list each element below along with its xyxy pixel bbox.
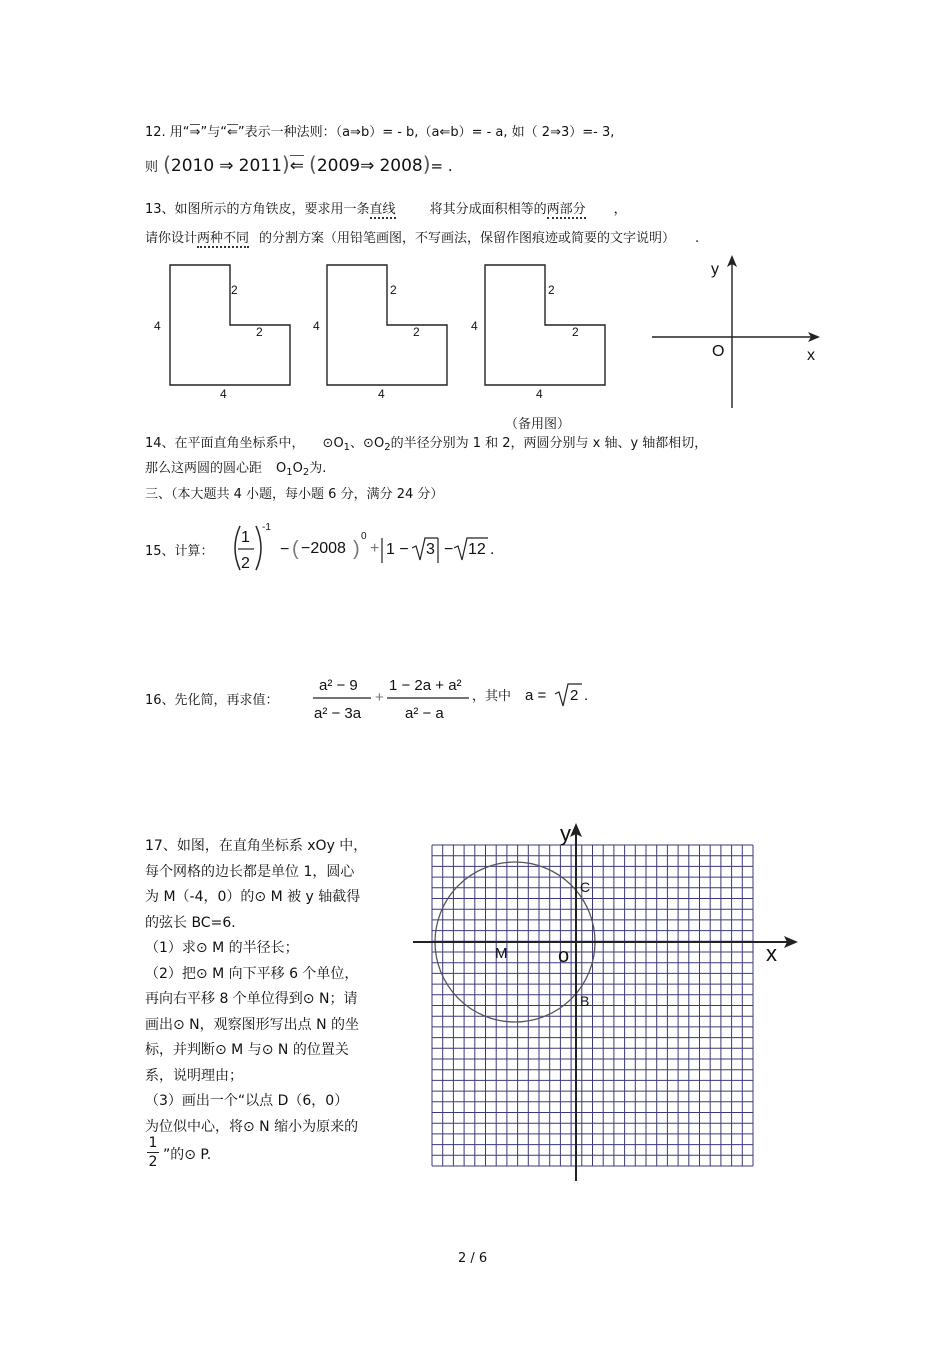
page-number: 2 / 6 xyxy=(458,1251,488,1266)
svg-text:a² − 9: a² − 9 xyxy=(319,677,358,694)
svg-text:，其中: ，其中 xyxy=(472,688,512,703)
section-3-heading: 三、（本大题共 4 小题，每小题 6 分，满分 24 分） xyxy=(145,487,444,502)
dim-left-2: 4 xyxy=(313,319,320,333)
svg-text:1 −: 1 − xyxy=(386,541,409,558)
q17-line: 17、如图，在直角坐标系 xOy 中， xyxy=(145,838,368,854)
q17-line: （3）画出一个“以点 D（6，0） xyxy=(145,1093,349,1109)
svg-text:3: 3 xyxy=(426,541,435,558)
q16-expression xyxy=(305,668,605,728)
q13-caption: （备用图） xyxy=(505,417,571,432)
svg-text:+: + xyxy=(375,689,384,706)
grid-m-label: M xyxy=(495,945,508,962)
l-shape-2 xyxy=(327,265,447,385)
q16-label: 16、先化简，再求值： xyxy=(145,693,279,708)
q12-line-1: 12. 用“⇒”与“⇐”表示一种法则：（a⇒b）= - b,（a⇐b）= - a, 如（ 2⇒3）=- 3, xyxy=(145,125,615,140)
svg-text:0: 0 xyxy=(361,531,367,542)
svg-text:a =: a = xyxy=(525,687,547,704)
q17-line: 系，说明理由； xyxy=(145,1067,243,1084)
q17-line: 标，并判断⊙ M 与⊙ N 的位置关 xyxy=(145,1042,349,1058)
dim-mid-3: 2 xyxy=(572,325,579,339)
q14-line-2: 那么这两圆的圆心距 $O_1O_2$为. xyxy=(145,461,327,478)
dim-left-3: 4 xyxy=(471,319,478,333)
q14-line-1: 14、在平面直角坐标系中， $⊙O_1$、$⊙O_2$的半径分别为 1 和 2，两圆分别与 x 轴、y 轴都相切， xyxy=(145,436,708,453)
grid-o-label: o xyxy=(558,945,570,967)
grid-c-label: C xyxy=(580,879,591,895)
q17-line: 的弦长 BC=6． xyxy=(145,914,246,931)
q15-label: 15、计算： xyxy=(145,544,214,559)
svg-text:(: ( xyxy=(292,538,299,560)
grid-b-label: B xyxy=(580,993,590,1009)
q17-line: 再向右平移 8 个单位得到⊙ N；请 xyxy=(145,991,358,1007)
axis-y-label: y xyxy=(711,261,719,278)
svg-text:.: . xyxy=(584,687,589,704)
svg-text:−: − xyxy=(280,541,290,558)
grid-y-label: y xyxy=(560,821,571,846)
q13-line-2: 请你设计两种不同 的分割方案（用铅笔画图，不写画法，保留作图痕迹或简要的文字说明） . xyxy=(145,231,700,246)
dim-top-3: 2 xyxy=(548,283,555,297)
svg-text:2: 2 xyxy=(241,555,250,572)
svg-text:a² − 3a: a² − 3a xyxy=(314,705,362,722)
dim-top-1: 2 xyxy=(231,283,238,297)
svg-text:−: − xyxy=(444,541,454,558)
svg-text:.: . xyxy=(490,541,495,558)
grid-x-label: x xyxy=(766,941,777,966)
svg-text:2: 2 xyxy=(570,687,579,704)
q17-line: 为位似中心，将⊙ N 缩小为原来的 xyxy=(145,1118,359,1135)
q12-line-2: 则 (2010 ⇒ 2011)⇐ (2009⇒ 2008)= . xyxy=(145,152,453,176)
svg-text:12: 12 xyxy=(468,541,486,558)
l-shape-1 xyxy=(170,265,290,385)
dim-bottom-2: 4 xyxy=(378,387,385,401)
svg-text:−2008: −2008 xyxy=(301,540,346,557)
axis-origin-label: O xyxy=(712,343,725,360)
svg-text:a² − a: a² − a xyxy=(405,705,444,722)
q17-fraction: 1 2 xyxy=(148,1135,158,1170)
q17-line: 画出⊙ N，观察图形写出点 N 的坐 xyxy=(145,1016,360,1033)
svg-text:1: 1 xyxy=(241,529,250,546)
svg-text:): ) xyxy=(353,538,360,560)
q17-grid-figure xyxy=(400,815,810,1195)
dim-bottom-3: 4 xyxy=(536,387,543,401)
svg-text:+: + xyxy=(370,540,380,557)
q17-text xyxy=(145,834,367,1140)
q15-expression xyxy=(220,518,510,578)
l-shape-3 xyxy=(485,265,605,385)
q17-last-tail: ”的⊙ P. xyxy=(163,1147,212,1163)
q13-figures xyxy=(0,0,950,440)
q13-line-1: 13、如图所示的方角铁皮，要求用一条直线 将其分成面积相等的两部分 ， xyxy=(145,202,627,217)
dim-left-1: 4 xyxy=(154,319,161,333)
svg-text:-1: -1 xyxy=(262,522,271,533)
q17-line: 每个网格的边长都是单位 1，圆心 xyxy=(145,863,355,880)
dim-bottom-1: 4 xyxy=(220,387,227,401)
q17-line: （1）求⊙ M 的半径长； xyxy=(145,940,299,956)
q17-line: （2）把⊙ M 向下平移 6 个单位， xyxy=(145,965,359,982)
dim-mid-1: 2 xyxy=(256,325,263,339)
dim-top-2: 2 xyxy=(390,283,397,297)
q17-line: 为 M（-4，0）的⊙ M 被 y 轴截得 xyxy=(145,889,361,905)
axis-x-label: x xyxy=(807,347,815,364)
dim-mid-2: 2 xyxy=(413,325,420,339)
svg-text:1 − 2a + a²: 1 − 2a + a² xyxy=(389,677,462,694)
